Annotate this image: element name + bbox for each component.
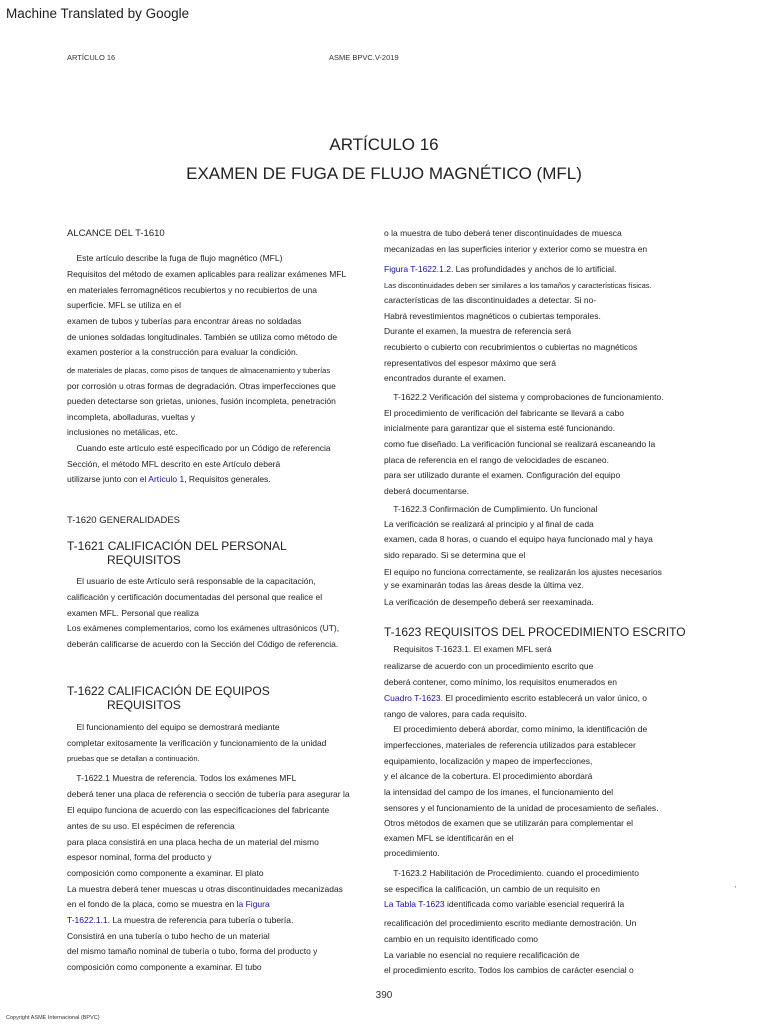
text-line [384,803,659,814]
line-text: ALCANCE DEL T-1610 [67,228,165,239]
text-line [67,639,338,650]
text-line [384,771,592,782]
line-text: superficie. MFL se utiliza en el [67,300,182,310]
text-line [67,899,270,910]
line-text: el procedimiento escrito. Todos los cambios de carácter esencial o [384,965,634,975]
line-text: T-1623.2 Habilitación de Procedimiento. cuando el procedimiento [384,868,639,878]
text-line [67,412,195,423]
line-text: . La muestra de referencia para tubería o tubería. [107,915,294,925]
section-heading [67,553,181,567]
line-text: El usuario de este Artículo será responsable de la capacitación, [67,576,316,586]
line-text: imperfecciones, materiales de referencia utilizados para establecer [384,740,636,750]
line-text: T-1622.3 Confirmación de Cumplimiento. Un funcional [384,504,598,514]
text-line [67,884,343,895]
line-text: REQUISITOS [67,698,181,712]
running-header-center: ASME BPVC.V-2019 [329,53,399,62]
text-line [67,285,317,296]
text-line [67,269,346,280]
text-line [384,899,624,910]
line-text: por corrosión u otras formas de degradación. Otras imperfecciones que [67,381,336,391]
text-line [67,443,331,454]
text-line [384,486,469,497]
line-text: La verificación de desempeño deberá ser reexaminada. [384,597,594,607]
text-line [384,677,617,688]
text-line [67,365,330,376]
section-heading [67,228,165,239]
line-text: composición como componente a examinar. El tubo [67,962,262,972]
article-number: ARTÍCULO 16 [329,135,439,154]
line-text: espesor nominal, forma del producto y [67,852,212,862]
cross-reference-link[interactable]: la Figura [236,899,270,909]
text-line [67,300,181,311]
line-text: como fue diseñado. La verificación funcional se realizará escaneando la [384,439,656,449]
text-line [67,805,329,816]
line-text: inclusiones no metálicas, etc. [67,427,178,437]
text-line [384,787,613,798]
line-text: deberá documentarse. [384,486,470,496]
text-line [384,597,594,608]
translation-banner: Machine Translated by Google [6,6,190,21]
text-line [384,740,636,751]
line-text: calificación y certificación documentadas del personal que realice el [67,592,323,602]
text-line [67,753,200,764]
line-text: La muestra deberá tener muescas u otras discontinuidades mecanizadas [67,884,343,894]
text-line [384,342,637,353]
text-line [384,965,634,976]
line-text: . El procedimiento escrito establecerá un valor único, o [440,693,648,703]
line-text: examen MFL se identificarán en el [384,833,514,843]
text-line [384,504,597,515]
section-heading [67,539,287,553]
text-line [384,280,652,291]
text-line [67,459,280,470]
line-text: cambio en un requisito identificado como [384,934,539,944]
text-line [384,567,662,578]
line-text: antes de su uso. El espécimen de referencia [67,821,235,831]
line-text: La verificación se realizará al principio y al final de cada [384,519,594,529]
line-text: examen de tubos y tuberías para encontrar áreas no soldadas [67,316,302,326]
line-text: realizarse de acuerdo con un procedimiento escrito que [384,661,594,671]
text-line [384,244,647,255]
line-text: y el alcance de la cobertura. El procedimiento abordará [384,771,593,781]
line-text: El procedimiento deberá abordar, como mínimo, la identificación de [384,724,648,734]
line-text: características de las discontinuidades a detectar. Si no- [384,295,597,305]
line-text: en el fondo de la placa, como se muestra en [67,899,237,909]
line-text: deberán calificarse de acuerdo con la Sección del Código de referencia. [67,639,339,649]
line-text: T-1623 REQUISITOS DEL PROCEDIMIENTO ESCRITO [384,625,686,639]
text-line [384,934,538,945]
cross-reference-link[interactable]: Cuadro T-1623 [384,693,441,703]
text-line [67,332,337,343]
line-text: sensores y el funcionamiento de la unidad de procesamiento de señales. [384,803,659,813]
text-line [67,347,298,358]
text-line [67,316,301,327]
text-line [67,722,280,733]
line-text: se especifica la calificación, un cambio de un requisito en [384,884,600,894]
line-text: T-1622.1 Muestra de referencia. Todos los exámenes MFL [67,773,297,783]
line-text: T-1620 GENERALIDADES [67,515,180,526]
text-line [67,821,235,832]
line-text: Los exámenes complementarios, como los exámenes ultrasónicos (UT), [67,623,340,633]
line-text: representativos del espesor máximo que será [384,358,556,368]
line-text: del mismo tamaño nominal de tubería o tubo, forma del producto y [67,946,318,956]
text-line [67,474,271,485]
line-text: mecanizadas en las superficies interior y exterior como se muestra en [384,244,648,254]
line-text: Cuando este artículo esté especificado por un Código de referencia [67,443,331,453]
line-text: placa de referencia en el rango de velocidades de escaneo. [384,455,609,465]
text-line [67,738,326,749]
line-text: procedimiento. [384,848,440,858]
text-line [384,818,633,829]
line-text: Sección, el método MFL descrito en este Artículo deberá [67,459,281,469]
line-text: REQUISITOS [67,553,181,567]
line-text: El equipo no funciona correctamente, se realizarán los ajustes necesarios [384,567,662,577]
line-text: recalificación del procedimiento escrito mediante demostración. Un [384,918,637,928]
text-line [384,408,624,419]
text-line [67,868,264,879]
line-text: T-1622.2 Verificación del sistema y comprobaciones de funcionamiento. [384,392,664,402]
text-line [384,918,636,929]
line-text: La variable no esencial no requiere recalificación de [384,950,580,960]
text-line [384,228,622,239]
section-heading [67,515,180,526]
text-line [67,962,262,973]
line-text: de uniones soldadas longitudinales. También se utiliza como método de [67,332,338,342]
line-text: en materiales ferromagnéticos recubiertos y no recubiertos de una [67,285,317,295]
text-line [384,534,653,545]
line-text: Habrá revestimientos magnéticos o cubiertas temporales. [384,311,601,321]
text-line [384,439,655,450]
text-line [384,950,580,961]
line-text: pruebas que se detallan a continuación. [67,754,200,763]
cross-reference-link[interactable]: T-1622.1.1 [67,915,108,925]
text-line [384,519,594,530]
line-text: completar exitosamente la verificación y funcionamiento de la unidad [67,738,327,748]
line-text: para ser utilizado durante el examen. Configuración del equipo [384,470,621,480]
line-text: Durante el examen, la muestra de referencia será [384,326,572,336]
section-heading [67,698,181,712]
text-line [67,608,199,619]
line-text: identificada como variable esencial requerirá la [444,899,625,909]
text-line [384,423,615,434]
text-line [67,623,339,634]
text-line [384,392,664,403]
text-line [67,837,319,848]
line-text: equipamiento, localización y mapeo de imperfecciones, [384,756,593,766]
margin-mark: ′ [735,886,737,893]
line-text: deberá contener, como mínimo, los requisitos enumerados en [384,677,617,687]
text-line [67,427,178,438]
line-text: examen posterior a la construcción para evaluar la condición. [67,347,299,357]
text-line [384,724,647,735]
text-line [384,311,601,322]
cross-reference-link[interactable]: La Tabla T-1623 [384,899,445,909]
copyright-notice: Copyright ASME Internacional (BPVC) [6,1015,100,1021]
line-text: Este artículo describe la fuga de flujo magnético (MFL) [67,253,283,263]
text-line [384,644,552,655]
text-line [384,470,620,481]
text-line [384,550,525,561]
line-text: composición como componente a examinar. El plato [67,868,264,878]
text-line [384,693,647,704]
text-line [384,848,440,859]
text-line [384,326,571,337]
line-text: Otros métodos de examen que se utilizarán para complementar el [384,818,633,828]
line-text: El funcionamiento del equipo se demostrará mediante [67,722,280,732]
text-line [384,884,600,895]
line-text: sido reparado. Si se determina que el [384,550,526,560]
line-text: , Requisitos generales. [184,474,271,484]
text-line [67,592,322,603]
text-line [384,709,527,720]
line-text: T-1622 CALIFICACIÓN DE EQUIPOS [67,684,270,698]
running-header-left: ARTÍCULO 16 [67,53,116,62]
text-line [384,455,609,466]
cross-reference-link[interactable]: Figura T-1622.1.2 [384,264,451,274]
text-line [67,381,336,392]
text-line [67,789,350,800]
line-text: de materiales de placas, como pisos de tanques de almacenamiento y tuberías [67,366,331,375]
line-text: deberá tener una placa de referencia o sección de tubería para asegurar la [67,789,350,799]
text-line [384,868,639,879]
line-text: y se examinarán todas las áreas desde la última vez. [384,580,584,590]
text-line [67,931,270,942]
text-line [384,295,596,306]
text-line [384,373,506,384]
text-line [384,833,514,844]
line-text: Las discontinuidades deben ser similares a los tamaños y características físicas. [384,281,652,290]
line-text: Requisitos T-1623.1. El examen MFL será [384,644,552,654]
section-heading [384,625,686,639]
line-text: utilizarse junto con [67,474,140,484]
text-line [67,852,212,863]
line-text: El equipo funciona de acuerdo con las especificaciones del fabricante [67,805,330,815]
line-text: El procedimiento de verificación del fabricante se llevará a cabo [384,408,625,418]
line-text: recubierto o cubierto con recubrimientos o cubiertas no magnéticos [384,342,638,352]
text-line [384,264,616,275]
text-line [384,756,592,767]
text-line [67,253,282,264]
line-text: Requisitos del método de examen aplicables para realizar exámenes MFL [67,269,347,279]
section-heading [67,684,270,698]
line-text: incompleta, abolladuras, vueltas y [67,412,196,422]
text-line [67,396,336,407]
cross-reference-link[interactable]: el Artículo 1 [139,474,185,484]
text-line [67,576,316,587]
line-text: encontrados durante el examen. [384,373,506,383]
line-text: examen MFL. Personal que realiza [67,608,199,618]
line-text: la intensidad del campo de los imanes, el funcionamiento del [384,787,614,797]
text-line [384,580,584,591]
text-line [67,946,317,957]
page-number: 390 [375,990,393,1001]
line-text: Consistirá en una tubería o tubo hecho de un material [67,931,270,941]
text-line [67,915,293,926]
line-text: examen, cada 8 horas, o cuando el equipo haya funcionado mal y haya [384,534,653,544]
line-text: o la muestra de tubo deberá tener discontinuidades de muesca [384,228,622,238]
text-line [67,773,296,784]
line-text: pueden detectarse son grietas, uniones, fusión incompleta, penetración [67,396,336,406]
line-text: T-1621 CALIFICACIÓN DEL PERSONAL [67,539,287,553]
line-text: inicialmente para garantizar que el sistema esté funcionando. [384,423,616,433]
line-text: rango de valores, para cada requisito. [384,709,527,719]
text-line [384,661,593,672]
article-title: EXAMEN DE FUGA DE FLUJO MAGNÉTICO (MFL) [186,164,582,183]
text-line [384,358,556,369]
line-text: para placa consistirá en una placa hecha de un material del mismo [67,837,319,847]
line-text: . Las profundidades y anchos de lo artificial. [450,264,617,274]
